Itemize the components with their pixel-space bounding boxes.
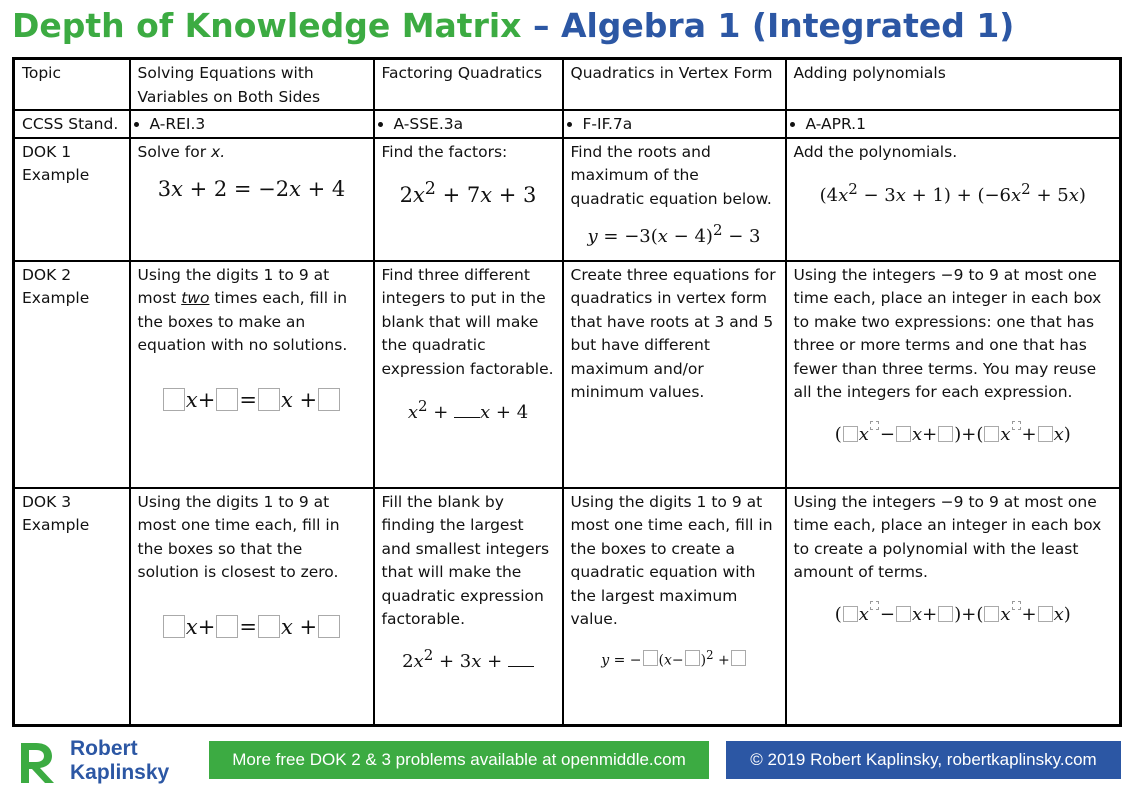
dok3-label: DOK 3 Example [14, 488, 130, 726]
dok2-box-polynomial: ( x − x+ )+( x + x) [794, 421, 1113, 447]
answer-box[interactable] [843, 426, 858, 442]
standards-label: CCSS Stand. [14, 110, 130, 138]
dok2-box-equation: x+ = x + [138, 388, 366, 413]
dok1-vertex-equation: $y = -3(x - 4)^2 - 3$ [587, 221, 761, 247]
dok2-blank-expression: $x^2 + x + 4$ [407, 397, 529, 423]
answer-box[interactable] [216, 388, 238, 411]
answer-box[interactable] [685, 650, 700, 666]
answer-box[interactable] [984, 606, 999, 622]
answer-box[interactable] [258, 615, 280, 638]
dok1-row [14, 138, 1121, 261]
dok-matrix-table [12, 57, 1122, 727]
dok3-cell-4 [786, 488, 1121, 726]
dok1-c1-var: x. [211, 142, 226, 161]
dok1-cell-4 [786, 138, 1121, 261]
logo-line-1: Robert [70, 737, 138, 760]
dok2-cell-4 [786, 261, 1121, 488]
topic-col-4: Adding polynomials [786, 59, 1121, 111]
topic-col-2: Factoring Quadratics [374, 59, 563, 111]
answer-box[interactable] [896, 426, 911, 442]
dok3-blank-expression: $2x^2 + 3x$ + [382, 644, 555, 674]
dok1-quadratic: $2x^2 + 7x + 3$ [399, 179, 537, 207]
dok2-cell-2 [374, 261, 563, 488]
answer-box[interactable] [163, 388, 185, 411]
dok3-cell-2 [374, 488, 563, 726]
topic-col-1: Solving Equations with Variables on Both Sides [130, 59, 374, 111]
standard-1: • A-REI.3 [150, 113, 366, 137]
logo-wordmark [70, 737, 169, 785]
standard-3: • F-IF.7a [583, 113, 778, 137]
dok1-cell-2 [374, 138, 563, 261]
dok1-equation: 3x + 2 = −2x + 4 [157, 177, 346, 201]
dok1-c3-text: Find the roots and maximum of the quadratic equation below. [570, 142, 772, 208]
topic-col-3: Quadratics in Vertex Form [563, 59, 786, 111]
dok3-c1-text: Using the digits 1 to 9 at most one time each, fill in the boxes so that the solution is closest to zero. [137, 492, 340, 581]
dok2-cell-3: Create three equations for quadratics in vertex form that have roots at 3 and 5 but have different maximum and/or minimum values. [563, 261, 786, 488]
dok2-c1-pre: Using the digits 1 to 9 at most [137, 265, 330, 307]
answer-box[interactable] [258, 388, 280, 411]
dok3-c2-text: Fill the blank by finding the largest and smallest integers that will make the quadratic expression factorable. [381, 492, 550, 628]
standards-row [14, 110, 1121, 138]
answer-box[interactable] [938, 426, 953, 442]
answer-box[interactable] [163, 615, 185, 638]
openmiddle-banner: More free DOK 2 & 3 problems available at openmiddle.com [209, 741, 709, 779]
dok3-row [14, 488, 1121, 726]
dok2-c1-emphasis: two [181, 289, 210, 307]
answer-box[interactable] [896, 606, 911, 622]
page-title [12, 3, 1014, 49]
dok1-c1-text: Solve for [137, 142, 207, 161]
dok3-box-equation: x+ = x + [138, 615, 366, 640]
standard-2: • A-SSE.3a [394, 113, 555, 137]
dok1-c2-text: Find the factors: [381, 142, 508, 161]
answer-box[interactable] [938, 606, 953, 622]
dok3-c4-text: Using the integers −9 to 9 at most one time each, place an integer in each box to create a polynomial with the least amount of terms. [793, 492, 1102, 581]
dok1-cell-1 [130, 138, 374, 261]
exponent-box[interactable] [1012, 601, 1021, 610]
exponent-box[interactable] [870, 421, 879, 430]
exponent-box[interactable] [870, 601, 879, 610]
title-part-blue: – Algebra 1 (Integrated 1) [521, 6, 1015, 45]
exponent-box[interactable] [1012, 421, 1021, 430]
answer-box[interactable] [318, 388, 340, 411]
dok1-c4-text: Add the polynomials. [793, 142, 958, 161]
answer-box[interactable] [1038, 426, 1053, 442]
rk-logo-icon [18, 741, 58, 785]
blank-line[interactable] [454, 403, 480, 418]
dok3-box-polynomial: ( x − x+ )+( x + x) [794, 601, 1113, 627]
dok1-polynomial-sum: $(4x^2 - 3x + 1) + (-6x^2 + 5x)$ [819, 180, 1086, 206]
answer-box[interactable] [984, 426, 999, 442]
answer-box[interactable] [318, 615, 340, 638]
dok3-box-vertex-equation: y = − $(x- )^2$ + [571, 644, 778, 673]
title-part-green: Depth of Knowledge Matrix [12, 6, 522, 45]
topic-label: Topic [14, 59, 130, 111]
dok2-row [14, 261, 1121, 488]
dok2-c1-post: times each, fill in the boxes to make an equation with no solutions. [137, 289, 348, 354]
dok3-c3-text: Using the digits 1 to 9 at most one time each, fill in the boxes to create a quadratic equation with the largest maximum value. [570, 492, 773, 628]
standard-4: • A-APR.1 [806, 113, 1113, 137]
dok2-c4-text: Using the integers −9 to 9 at most one time each, place an integer in each box to make two expressions: one that has three or more terms and one that has fewer than three terms. You may reuse all the integers for each expression. [793, 265, 1102, 401]
answer-box[interactable] [1038, 606, 1053, 622]
dok2-c2-text: Find three different integers to put in the blank that will make the quadratic expression factorable. [381, 265, 554, 378]
dok1-label: DOK 1 Example [14, 138, 130, 261]
dok3-cell-3 [563, 488, 786, 726]
answer-box[interactable] [731, 650, 746, 666]
topic-row [14, 59, 1121, 111]
answer-box[interactable] [843, 606, 858, 622]
blank-line[interactable] [508, 652, 534, 667]
copyright-banner: © 2019 Robert Kaplinsky, robertkaplinsky.com [726, 741, 1121, 779]
dok2-cell-1 [130, 261, 374, 488]
dok3-cell-1 [130, 488, 374, 726]
logo-line-2: Kaplinsky [70, 761, 170, 784]
robert-kaplinsky-logo [18, 739, 193, 787]
answer-box[interactable] [216, 615, 238, 638]
dok1-cell-3 [563, 138, 786, 261]
dok2-label: DOK 2 Example [14, 261, 130, 488]
answer-box[interactable] [643, 650, 658, 666]
